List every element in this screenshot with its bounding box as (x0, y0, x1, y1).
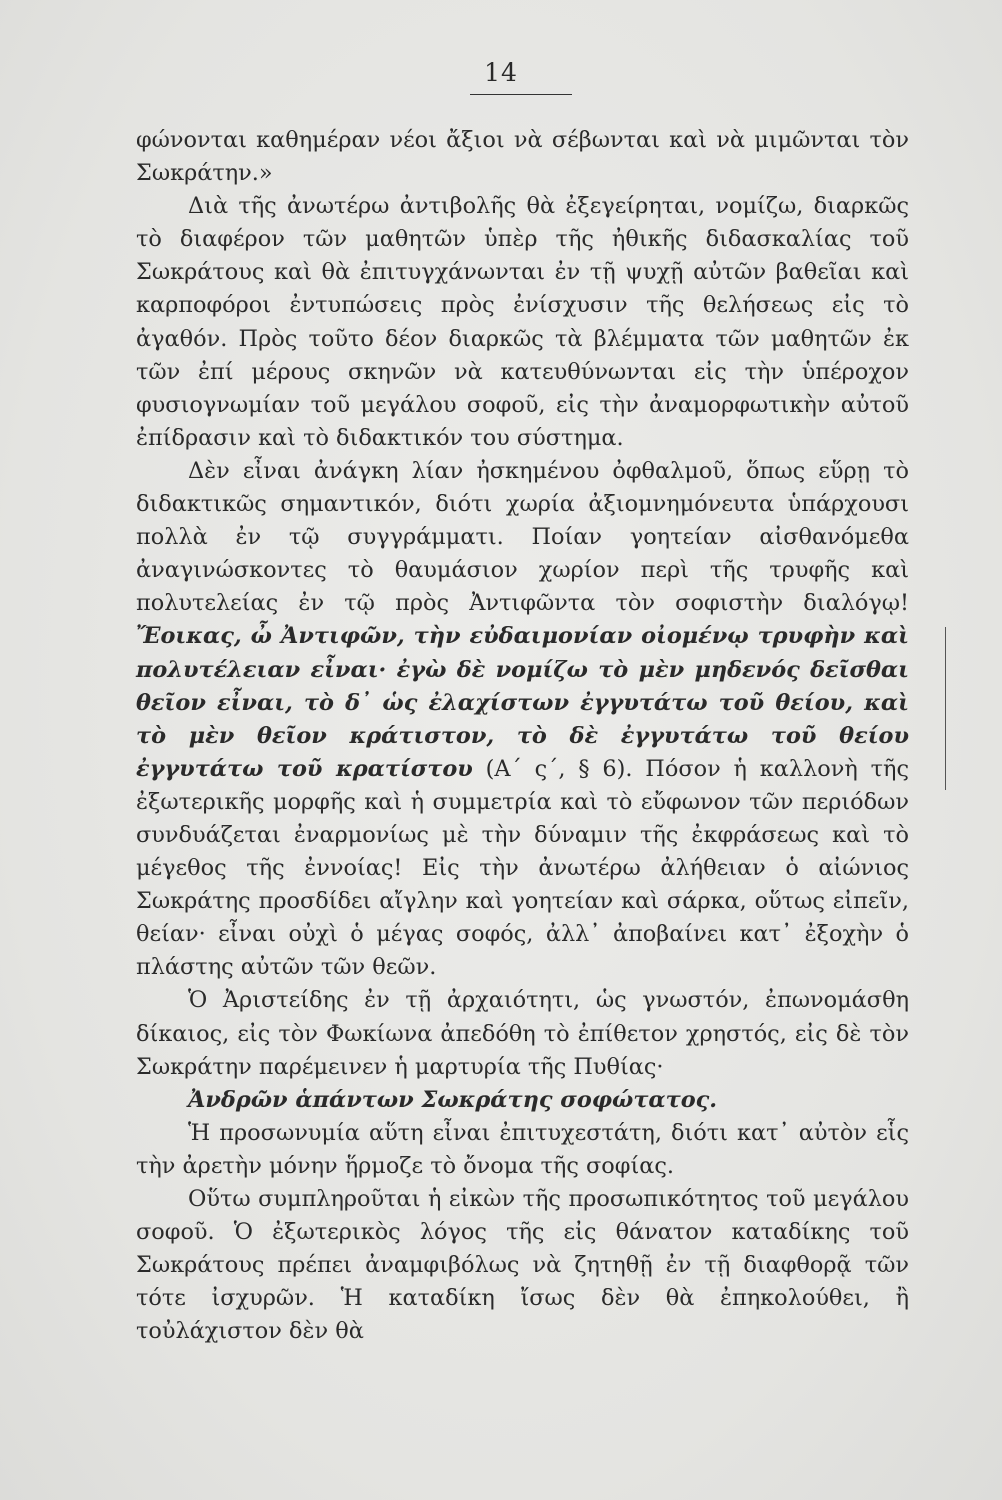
paragraph (136, 984, 909, 1083)
text-segment: (Α΄ ς΄, § 6). Πόσον ἡ καλλονὴ τῆς ἐξωτερικῆς μορφῆς καὶ ἡ συμμετρία καὶ τὸ εὔφωνον τῶν περιόδων συνδυάζεται ἐναρμονίως μὲ τὴν δύναμιν τῆς ἐκφράσεως καὶ τὸ μέγεθος τῆς ἐννοίας! Εἰς τὴν ἀνωτέρω ἀλήθειαν ὁ αἰώνιος Σωκράτης προσδίδει αἴγλην καὶ γοητείαν καὶ σάρκα, οὕτως εἰπεῖν, θείαν· εἶναι οὐχὶ ὁ μέγας σοφός, ἀλλ᾽ ἀποβαίνει κατ᾽ ἐξοχὴν ὁ πλάστης αὐτῶν τῶν θεῶν. (136, 755, 909, 981)
text-segment: Δὲν εἶναι ἀνάγκη λίαν ἠσκημένου ὀφθαλμοῦ, ὅπως εὕρῃ τὸ διδακτικῶς σημαντικόν, διότι χωρία ἀξιομνημόνευτα ὑπάρχουσι πολλὰ ἐν τῷ συγγράμματι. Ποίαν γοητείαν αἰσθανόμεθα ἀναγινώσκοντες τὸ θαυμάσιον χωρίον περὶ τῆς τρυφῆς καὶ πολυτελείας ἐν τῷ πρὸς Ἀντιφῶντα τὸν σοφιστὴν διαλόγῳ! (136, 457, 909, 617)
paragraph (136, 1084, 909, 1117)
text-segment: Διὰ τῆς ἀνωτέρω ἀντιβολῆς θὰ ἐξεγείρηται, νομίζω, διαρκῶς τὸ διαφέρον τῶν μαθητῶν ὑπὲρ τῆς ἠθικῆς διδασκαλίας τοῦ Σωκράτους καὶ θὰ ἐπιτυγχάνωνται ἐν τῇ ψυχῇ αὐτῶν βαθεῖαι καὶ καρποφόροι ἐντυπώσεις πρὸς ἐνίσχυσιν τῆς θελήσεως εἰς τὸ ἀγαθόν. Πρὸς τοῦτο δέον διαρκῶς τὰ βλέμματα τῶν μαθητῶν ἐκ τῶν ἐπί μέρους σκηνῶν νὰ κατευθύνωνται εἰς τὴν ὑπέροχον φυσιογνωμίαν τοῦ μεγάλου σοφοῦ, εἰς τὴν ἀναμορφωτικὴν αὐτοῦ ἐπίδρασιν καὶ τὸ διδακτικόν του σύστημα. (136, 193, 909, 451)
text-segment: Οὕτω συμπληροῦται ἡ εἰκὼν τῆς προσωπικότητος τοῦ μεγάλου σοφοῦ. Ὁ ἐξωτερικὸς λόγος τῆς εἰς θάνατον καταδίκης τοῦ Σωκράτους πρέπει ἀναμφιβόλως νὰ ζητηθῇ ἐν τῇ διαφθορᾷ τῶν τότε ἰσχυρῶν. Ἡ καταδίκη ἴσως δὲν θὰ ἐπηκολούθει, ἢ τοὐλάχιστον δὲν θὰ (136, 1186, 909, 1345)
paragraph (136, 1183, 909, 1348)
body-text (136, 124, 909, 1348)
text-segment: φώνονται καθημέραν νέοι ἄξιοι νὰ σέβωνται καὶ νὰ μιμῶνται τὸν Σωκράτην.» (136, 127, 909, 187)
margin-mark (945, 627, 946, 790)
paragraph (136, 124, 909, 190)
header-rule (470, 94, 572, 95)
emphasized-quote: Ἔοικας, ὦ Ἀντιφῶν, τὴν εὐδαιμονίαν οἰομένῳ τρυφὴν καὶ πολυτέλειαν εἶναι· ἐγὼ δὲ νομίζω τὸ μὲν μηδενός δεῖσθαι θεῖον εἶναι, τὸ δ᾽ ὡς ἐλαχίστων ἐγγυτάτω τοῦ θείου, καὶ τὸ μὲν θεῖον κράτιστον, τὸ δὲ ἐγγυτάτω τοῦ θείου ἐγγυτάτω τοῦ κρατίστου (136, 623, 909, 782)
page-number: 14 (484, 58, 518, 87)
paragraph (136, 455, 909, 985)
text-segment: Ὁ Ἀριστείδης ἐν τῇ ἀρχαιότητι, ὡς γνωστόν, ἐπωνομάσθη δίκαιος, εἰς τὸν Φωκίωνα ἀπεδόθη τὸ ἐπίθετον χρηστός, εἰς δὲ τὸν Σωκράτην παρέμεινεν ἡ μαρτυρία τῆς Πυθίας· (136, 987, 909, 1080)
text-segment: Ἡ προσωνυμία αὕτη εἶναι ἐπιτυχεστάτη, διότι κατ᾽ αὐτὸν εἷς τὴν ἀρετὴν μόνην ἥρμοζε τὸ ὄνομα τῆς σοφίας. (136, 1119, 909, 1179)
paragraph (136, 190, 909, 455)
emphasized-quote: Ἀνδρῶν ἁπάντων Σωκράτης σοφώτατος. (188, 1086, 718, 1113)
paragraph (136, 1117, 909, 1183)
